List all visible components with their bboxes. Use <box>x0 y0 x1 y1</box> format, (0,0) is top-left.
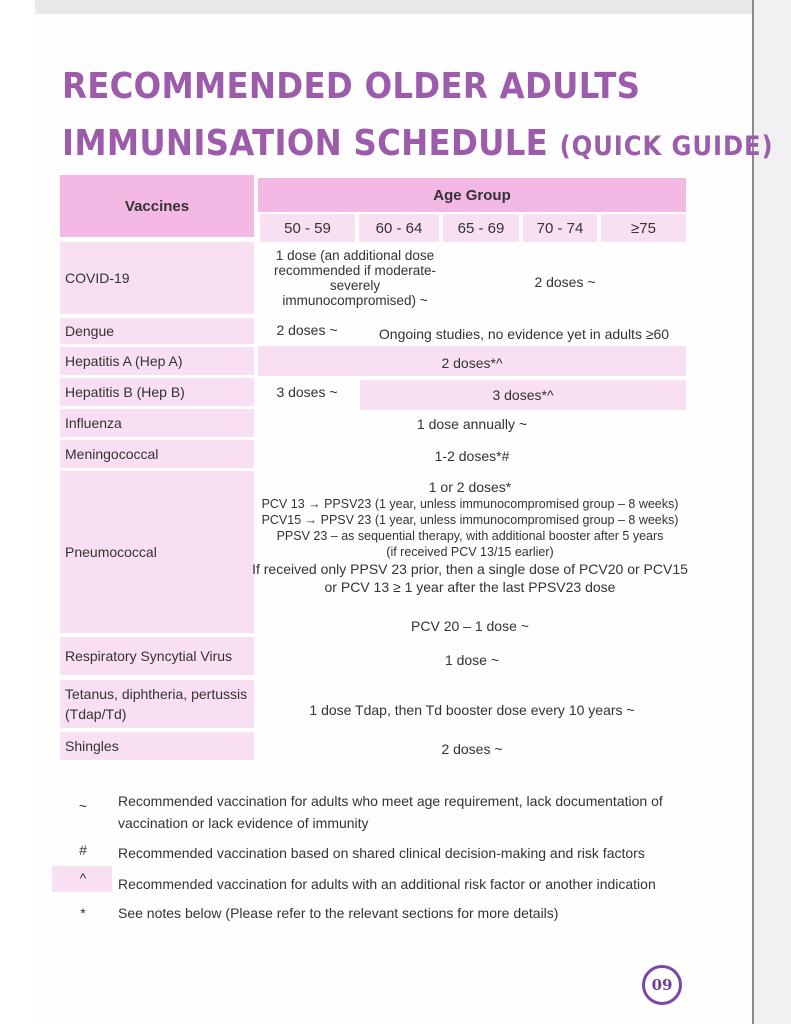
vaccine-label-influenza: Influenza <box>60 409 254 437</box>
dengue-50-59-value: 2 doses ~ <box>276 322 338 338</box>
covid19-line1: 1 dose (an additional dose <box>275 248 435 263</box>
pneumo-line7: or PCV 13 ≥ 1 year after the last PPSV23 dose <box>324 579 616 595</box>
age-col-65-69: 65 - 69 <box>443 214 519 242</box>
vaccine-label-hep-b: Hepatitis B (Hep B) <box>60 378 254 406</box>
pneumo-line5: (if received PCV 13/15 earlier) <box>386 545 554 559</box>
covid19-line2: recommended if moderate- <box>273 263 437 278</box>
hep-a-value: 2 doses*^ <box>441 355 503 371</box>
page-title <box>62 58 774 175</box>
title-subtitle: (QUICK GUIDE) <box>559 131 774 162</box>
legend-text-caret: Recommended vaccination for adults with an additional risk factor or another indication <box>118 876 656 892</box>
scan-edge-top <box>35 0 755 15</box>
age-col-70-74: 70 - 74 <box>523 214 597 242</box>
hep-b-50-59-value: 3 doses ~ <box>276 384 338 400</box>
pneumo-line4: PPSV 23 – as sequential therapy, with additional booster after 5 years <box>276 529 664 543</box>
vaccines-header: Vaccines <box>60 175 254 237</box>
legend-symbol-hash: # <box>79 842 87 858</box>
vaccine-label-covid19: COVID-19 <box>60 242 254 314</box>
pneumo-line8: PCV 20 – 1 dose ~ <box>411 618 529 634</box>
hep-b-60plus-value: 3 doses*^ <box>492 387 554 403</box>
vaccine-label-shingles: Shingles <box>60 732 254 760</box>
legend-symbol-tilde: ~ <box>78 798 88 814</box>
pneumococcal-value <box>252 478 688 634</box>
legend-text-hash: Recommended vaccination based on shared clinical decision-making and risk factors <box>118 845 645 861</box>
covid19-50-59-value <box>262 248 448 308</box>
legend-symbol-caret: ^ <box>79 870 87 886</box>
title-line2: IMMUNISATION SCHEDULE <box>62 123 549 164</box>
vaccine-label-pneumococcal: Pneumococcal <box>60 471 254 633</box>
age-col-50-59: 50 - 59 <box>260 214 355 242</box>
dengue-60plus-value: Ongoing studies, no evidence yet in adults ≥60 <box>378 326 670 342</box>
covid19-line3: severely <box>329 278 381 293</box>
covid19-60plus-value: 2 doses ~ <box>534 274 596 290</box>
vaccine-label-rsv: Respiratory Syncytial Virus <box>60 637 254 675</box>
pneumo-line1: 1 or 2 doses* <box>428 479 512 495</box>
age-col-60-64: 60 - 64 <box>359 214 439 242</box>
tdap-value: 1 dose Tdap, then Td booster dose every 10 years ~ <box>309 702 635 718</box>
pneumo-line2: PCV 13 → PPSV23 (1 year, unless immunocompromised group – 8 weeks) <box>261 497 679 511</box>
legend-text-asterisk: See notes below (Please refer to the relevant sections for more details) <box>118 905 559 921</box>
vaccine-label-tdap-line1: Tetanus, diphtheria, pertussis <box>65 686 248 702</box>
vaccine-label-tdap-line2: (Tdap/Td) <box>65 706 127 722</box>
pneumo-line6: If received only PPSV 23 prior, then a single dose of PCV20 or PCV15 <box>252 561 688 577</box>
covid19-line4: immunocompromised) ~ <box>282 293 428 308</box>
rsv-value: 1 dose ~ <box>444 652 500 668</box>
vaccine-label-dengue: Dengue <box>60 318 254 344</box>
pneumo-line3: PCV15 → PPSV 23 (1 year, unless immunocompromised group – 8 weeks) <box>261 513 679 527</box>
legend-text-tilde: Recommended vaccination for adults who meet age requirement, lack documentation of vaccination or lack evidence of immunity <box>118 793 663 831</box>
title-line1: RECOMMENDED OLDER ADULTS <box>62 66 641 107</box>
legend-symbol-asterisk: * <box>80 905 86 921</box>
age-col-75-plus: ≥75 <box>601 214 686 242</box>
vaccine-label-tdap <box>60 680 254 728</box>
age-group-header: Age Group <box>258 178 686 212</box>
vaccine-label-meningococcal: Meningococcal <box>60 440 254 468</box>
meningococcal-value: 1-2 doses*# <box>434 448 510 464</box>
vaccine-label-hep-a: Hepatitis A (Hep A) <box>60 347 254 375</box>
page-number: 09 <box>642 965 682 1005</box>
shingles-value: 2 doses ~ <box>441 741 503 757</box>
influenza-value: 1 dose annually ~ <box>416 416 528 432</box>
